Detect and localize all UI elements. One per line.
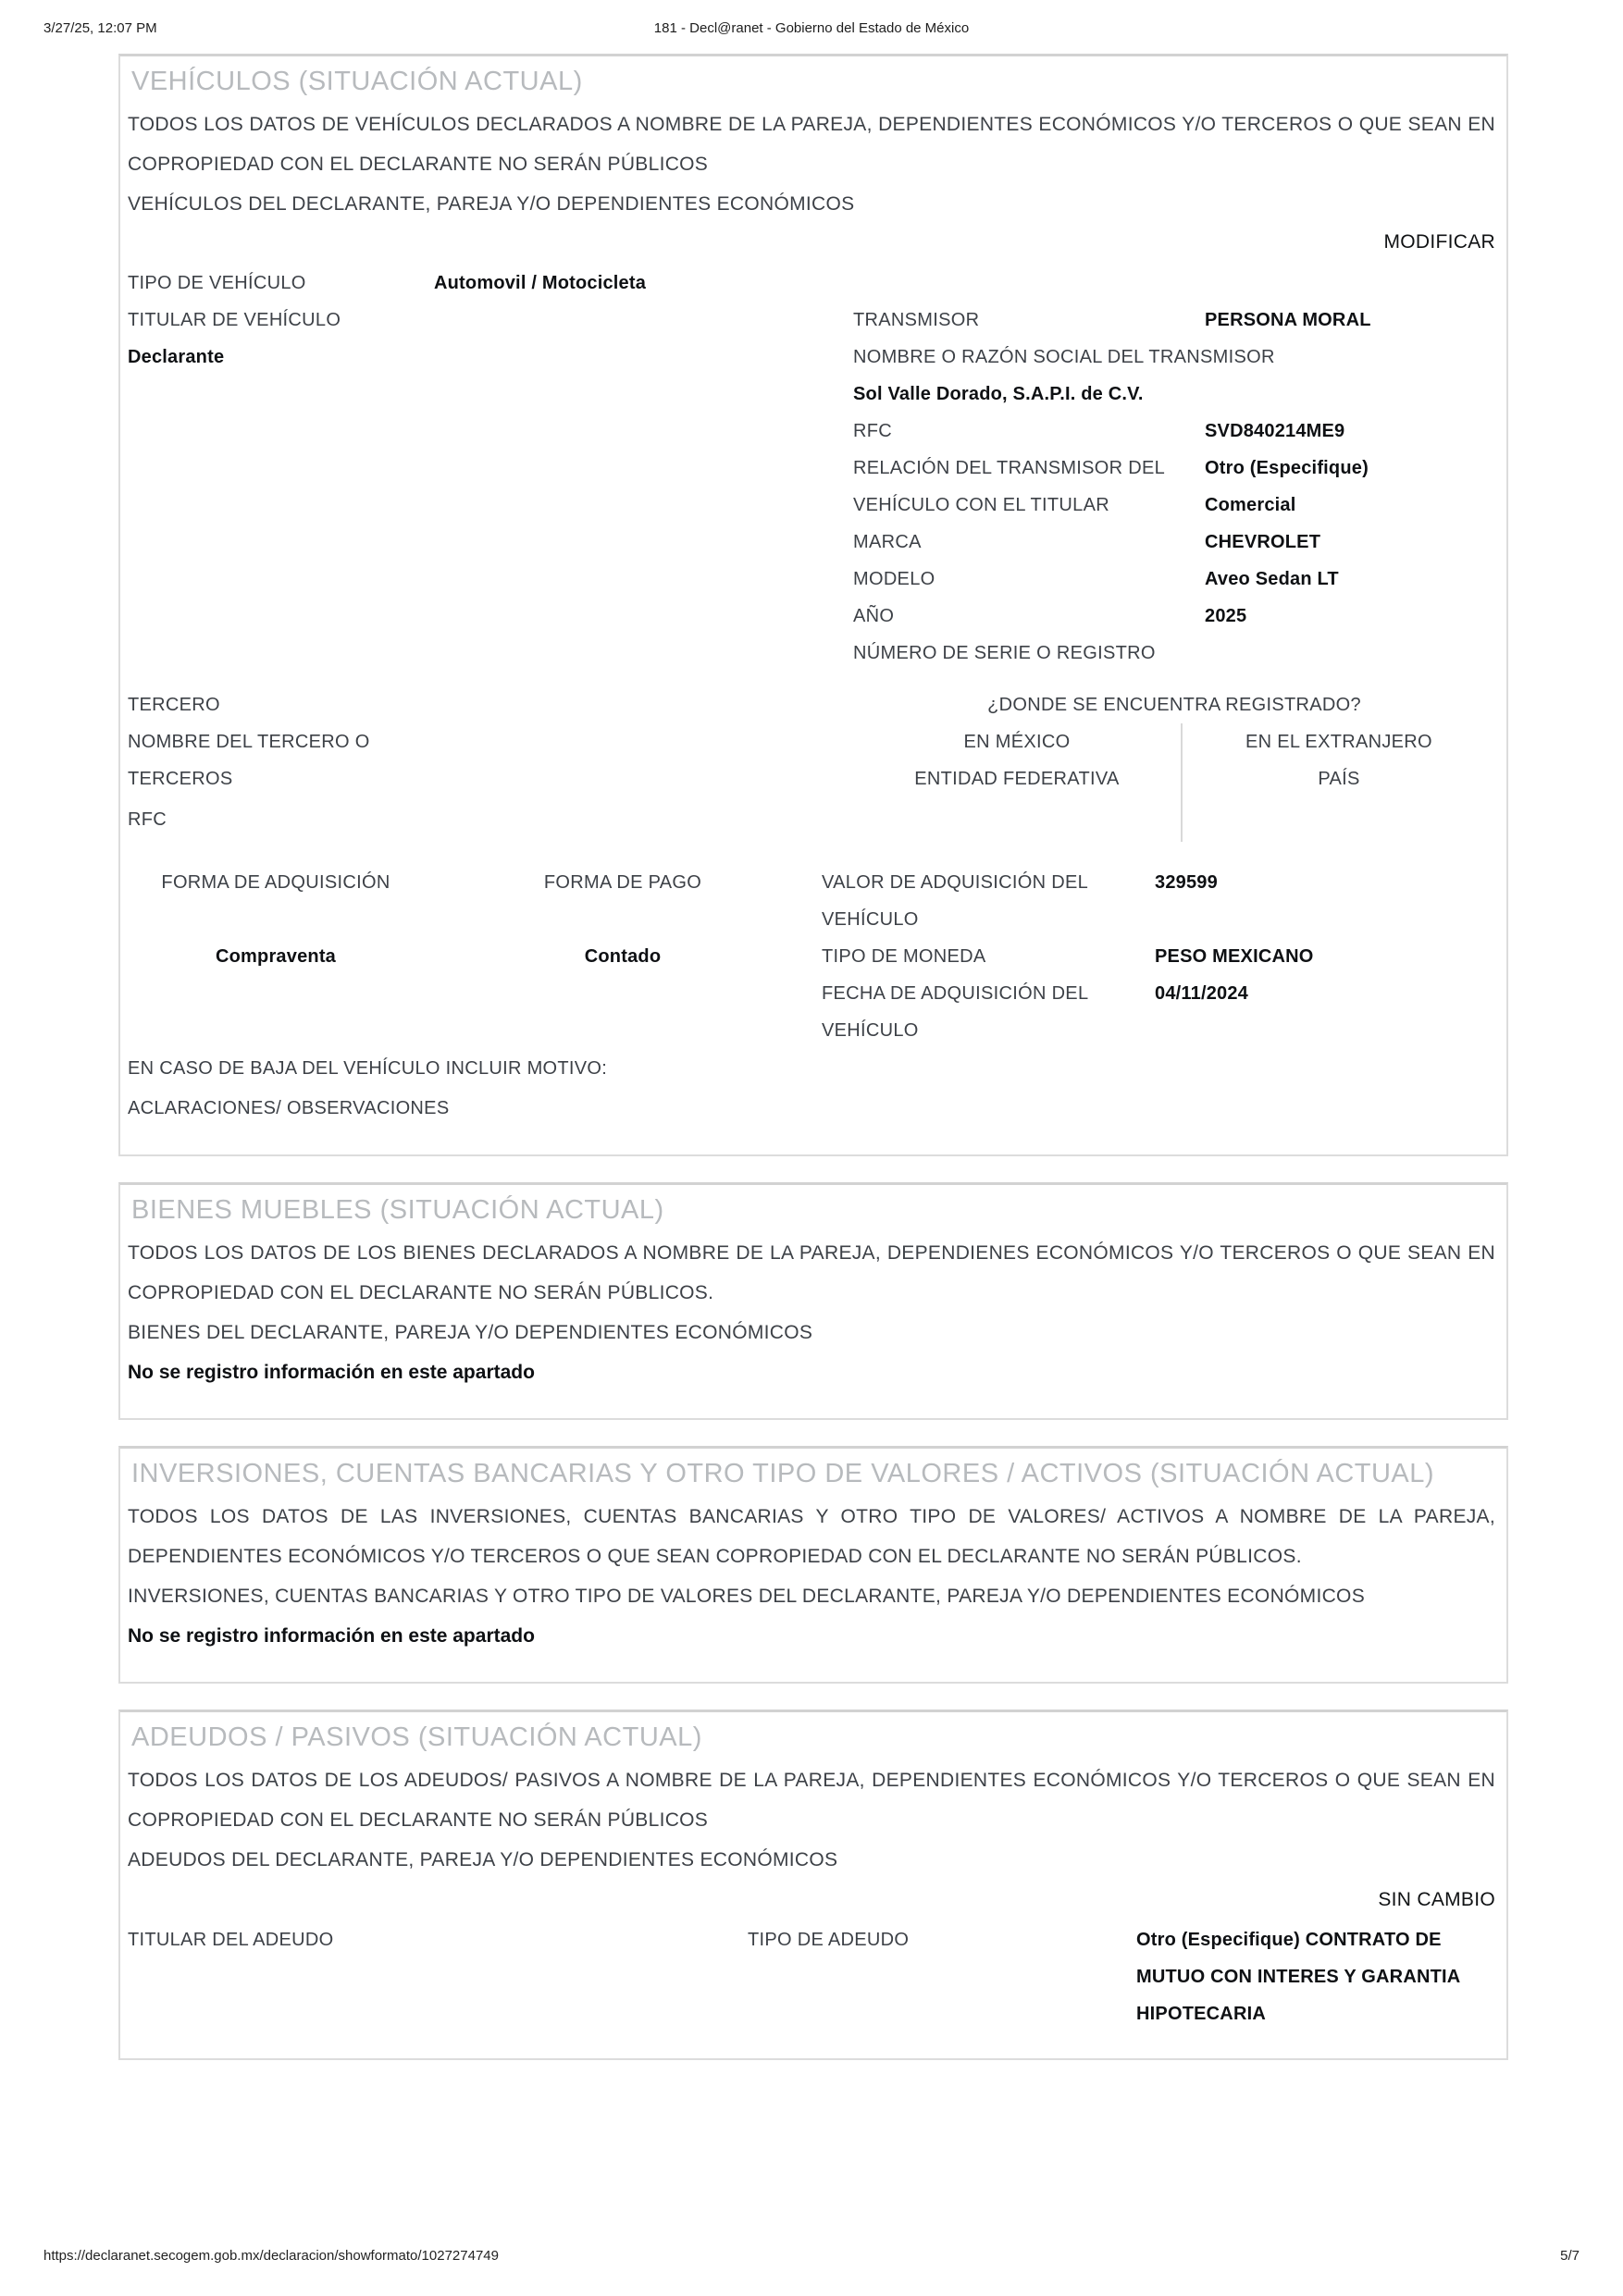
field-tipo-vehiculo — [128, 265, 1495, 302]
print-datetime: 3/27/25, 12:07 PM — [43, 20, 157, 36]
transmisor-label: TRANSMISOR — [853, 310, 980, 330]
modelo-value: Aveo Sedan LT — [1205, 569, 1339, 589]
bienes-empty-message: No se registro información en este apartado — [128, 1362, 535, 1383]
aclaraciones-label: ACLARACIONES/ OBSERVACIONES — [128, 1098, 450, 1118]
section-adeudos — [118, 1710, 1508, 2060]
vehiculos-subtitle: VEHÍCULOS DEL DECLARANTE, PAREJA Y/O DEPENDIENTES ECONÓMICOS — [128, 193, 855, 215]
field-rfc-transmisor — [853, 413, 1495, 450]
field-relacion-transmisor — [853, 450, 1495, 524]
vehiculo-detail-columns — [128, 302, 1495, 672]
tipo-moneda-label: TIPO DE MONEDA — [822, 946, 986, 967]
forma-adquisicion-label: FORMA DE ADQUISICIÓN — [161, 872, 390, 893]
adeudo-detail-row — [128, 1921, 1495, 2032]
registrado-mexico-column — [853, 723, 1181, 842]
tercero-detail-row — [128, 723, 1495, 842]
print-footer-url: https://declaranet.secogem.gob.mx/declaracion/showformato/1027274749 — [43, 2248, 499, 2264]
transmisor-value: PERSONA MORAL — [1205, 310, 1371, 330]
rfc-label: RFC — [853, 421, 893, 441]
rfc-value: SVD840214ME9 — [1205, 421, 1345, 441]
field-anio — [853, 598, 1495, 635]
baja-motivo-label: EN CASO DE BAJA DEL VEHÍCULO INCLUIR MOTIVO: — [128, 1058, 608, 1079]
print-doc-title: 181 - Decl@ranet - Gobierno del Estado de México — [653, 20, 970, 36]
titular-vehiculo-value: Declarante — [128, 347, 225, 367]
vehiculos-action-row — [128, 224, 1495, 263]
tipo-adeudo-label: TIPO DE ADEUDO — [748, 1930, 910, 1950]
fecha-adquisicion-value: 04/11/2024 — [1155, 983, 1248, 1004]
fecha-adquisicion-label: FECHA DE ADQUISICIÓN DEL VEHÍCULO — [822, 983, 1088, 1041]
entidad-federativa-label: ENTIDAD FEDERATIVA — [914, 769, 1120, 789]
section-bienes-muebles — [118, 1182, 1508, 1420]
bienes-privacy-note: TODOS LOS DATOS DE LOS BIENES DECLARADOS A NOMBRE DE LA PAREJA, DEPENDIENES ECONÓMICOS Y/O TERCEROS O QUE SEAN EN COPROPIEDAD CON EL DECLARANTE NO SERÁN PÚBLICOS. — [128, 1242, 1495, 1303]
section-title-inversiones: INVERSIONES, CUENTAS BANCARIAS Y OTRO TIPO DE VALORES / ACTIVOS (SITUACIÓN ACTUAL) — [131, 1459, 1435, 1488]
section-vehiculos — [118, 54, 1508, 1156]
pais-label: PAÍS — [1318, 769, 1360, 789]
sin-cambio-status: SIN CAMBIO — [1378, 1889, 1495, 1910]
field-transmisor — [853, 302, 1495, 339]
adeudos-subtitle: ADEUDOS DEL DECLARANTE, PAREJA Y/O DEPENDIENTES ECONÓMICOS — [128, 1849, 838, 1870]
modelo-label: MODELO — [853, 569, 935, 589]
relacion-transmisor-label: RELACIÓN DEL TRANSMISOR DEL VEHÍCULO CON EL TITULAR — [853, 458, 1165, 515]
rfc-tercero-label: RFC — [128, 809, 167, 830]
transmisor-column — [853, 302, 1495, 672]
tercero-left-column — [128, 723, 853, 842]
adeudos-status-row — [128, 1880, 1495, 1921]
field-marca — [853, 524, 1495, 561]
en-extranjero-label: EN EL EXTRANJERO — [1245, 732, 1432, 752]
document-body — [118, 54, 1508, 2086]
anio-label: AÑO — [853, 606, 895, 626]
forma-adquisicion-value: Compraventa — [215, 946, 336, 967]
relacion-value-line1: Otro (Especifique) — [1205, 458, 1369, 478]
forma-pago-value: Contado — [584, 946, 662, 967]
section-title-bienes: BIENES MUEBLES (SITUACIÓN ACTUAL) — [131, 1195, 664, 1225]
razon-social-value: Sol Valle Dorado, S.A.P.I. de C.V. — [853, 384, 1144, 404]
tipo-adeudo-value: Otro (Especifique) CONTRATO DE MUTUO CON INTERES Y GARANTIA HIPOTECARIA — [1136, 1930, 1460, 2024]
inversiones-privacy-note: TODOS LOS DATOS DE LAS INVERSIONES, CUENTAS BANCARIAS Y OTRO TIPO DE VALORES/ ACTIVOS A NOMBRE DE LA PAREJA, DEPENDIENTES ECONÓMICOS Y/O TERCEROS O QUE SEAN COPROPIEDAD CON EL DECLARANTE NO SERÁN PÚBLICOS. — [128, 1506, 1495, 1567]
print-header — [43, 20, 1580, 43]
registrado-columns — [853, 723, 1495, 842]
numero-serie-label: NÚMERO DE SERIE O REGISTRO — [853, 643, 1156, 663]
bienes-subtitle: BIENES DEL DECLARANTE, PAREJA Y/O DEPENDIENTES ECONÓMICOS — [128, 1322, 813, 1343]
donde-registrado-label: ¿DONDE SE ENCUENTRA REGISTRADO? — [987, 695, 1361, 715]
tipo-vehiculo-label: TIPO DE VEHÍCULO — [128, 273, 306, 293]
titular-column — [128, 302, 853, 672]
valor-adquisicion-value: 329599 — [1155, 872, 1218, 893]
tipo-moneda-value: PESO MEXICANO — [1155, 946, 1314, 967]
razon-social-label: NOMBRE O RAZÓN SOCIAL DEL TRANSMISOR — [853, 347, 1275, 367]
valor-adquisicion-label: VALOR DE ADQUISICIÓN DEL VEHÍCULO — [822, 872, 1088, 930]
section-inversiones — [118, 1446, 1508, 1684]
vehiculos-privacy-note: TODOS LOS DATOS DE VEHÍCULOS DECLARADOS A NOMBRE DE LA PAREJA, DEPENDIENTES ECONÓMICOS Y/O TERCEROS O QUE SEAN EN COPROPIEDAD CON EL DECLARANTE NO SERÁN PÚBLICOS — [128, 114, 1495, 175]
relacion-transmisor-value — [1205, 450, 1495, 524]
print-footer — [43, 2248, 1580, 2264]
anio-value: 2025 — [1205, 606, 1247, 626]
field-modelo — [853, 561, 1495, 598]
adquisicion-grid — [128, 864, 1495, 1049]
tipo-vehiculo-value: Automovil / Motocicleta — [434, 273, 647, 293]
inversiones-subtitle: INVERSIONES, CUENTAS BANCARIAS Y OTRO TIPO DE VALORES DEL DECLARANTE, PAREJA Y/O DEPENDIENTES ECONÓMICOS — [128, 1586, 1366, 1607]
titular-adeudo-label: TITULAR DEL ADEUDO — [128, 1930, 334, 1950]
modificar-button[interactable]: MODIFICAR — [1383, 231, 1495, 253]
section-title-vehiculos: VEHÍCULOS (SITUACIÓN ACTUAL) — [131, 67, 583, 96]
section-title-adeudos: ADEUDOS / PASIVOS (SITUACIÓN ACTUAL) — [131, 1722, 702, 1752]
adeudos-privacy-note: TODOS LOS DATOS DE LOS ADEUDOS/ PASIVOS A NOMBRE DE LA PAREJA, DEPENDIENTES ECONÓMICOS Y/O TERCEROS O QUE SEAN EN COPROPIEDAD CON EL DECLARANTE NO SERÁN PÚBLICOS — [128, 1770, 1495, 1831]
inversiones-empty-message: No se registro información en este apartado — [128, 1625, 535, 1647]
forma-pago-label: FORMA DE PAGO — [543, 872, 702, 893]
tercero-label: TERCERO — [128, 695, 220, 715]
marca-label: MARCA — [853, 532, 922, 552]
marca-value: CHEVROLET — [1205, 532, 1321, 552]
print-page-number: 5/7 — [1560, 2248, 1580, 2264]
nombre-tercero-label: NOMBRE DEL TERCERO O TERCEROS — [128, 732, 370, 789]
tercero-header-row — [128, 686, 1495, 723]
relacion-value-line2: Comercial — [1205, 495, 1296, 515]
titular-vehiculo-label: TITULAR DE VEHÍCULO — [128, 310, 341, 330]
en-mexico-label: EN MÉXICO — [963, 732, 1071, 752]
registrado-extranjero-column — [1181, 723, 1495, 842]
